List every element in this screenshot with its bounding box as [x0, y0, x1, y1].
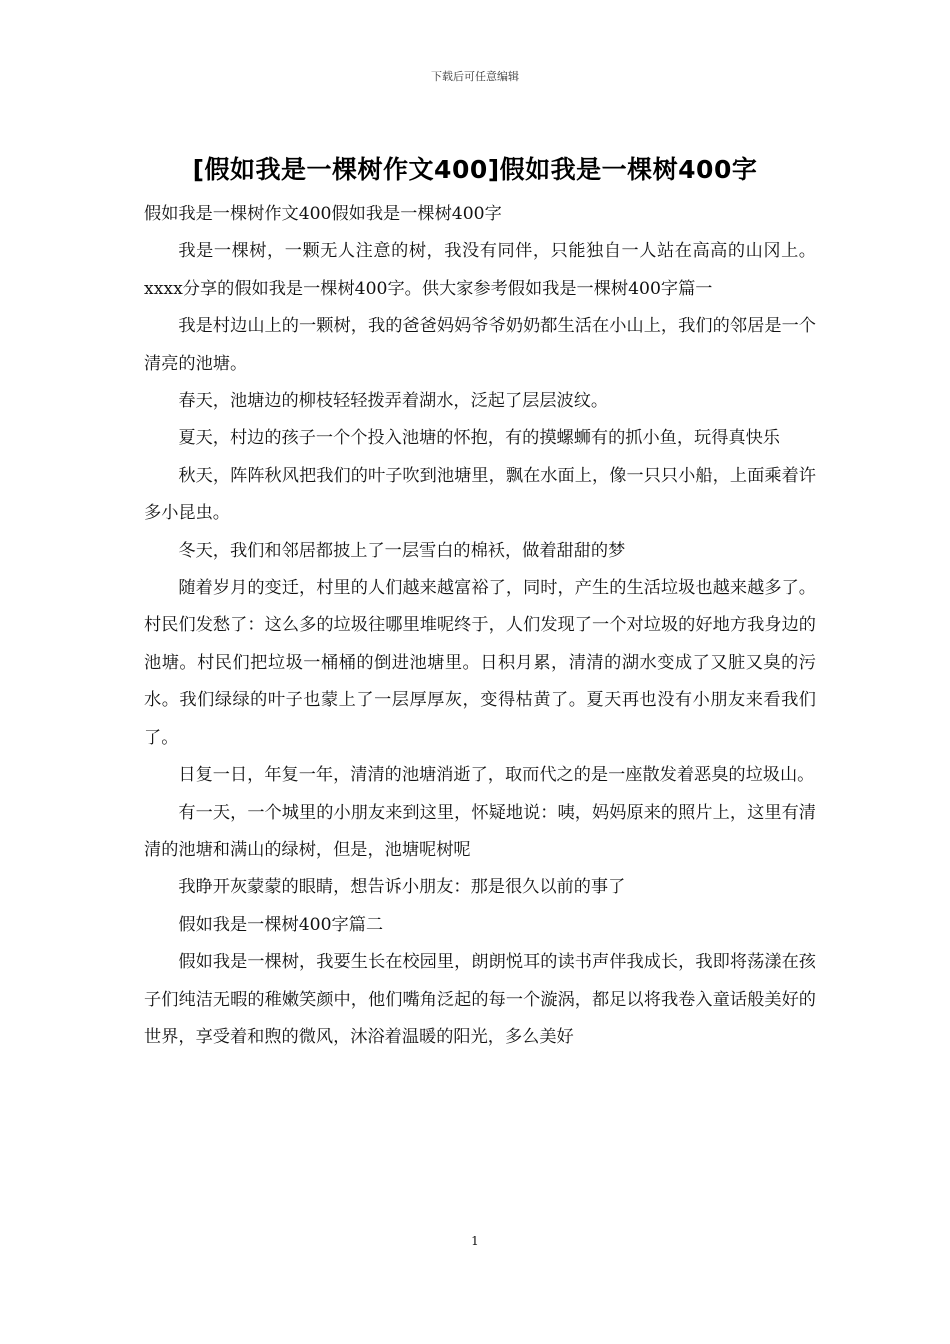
paragraph: 冬天，我们和邻居都披上了一层雪白的棉袄，做着甜甜的梦 [178, 540, 626, 561]
paragraph: 我睁开灰蒙蒙的眼睛，想告诉小朋友：那是很久以前的事了 [178, 877, 626, 898]
paragraph: 有一天，一个城里的小朋友来到这里，怀疑地说：咦，妈妈原来的照片上，这里有清清的池塘和满山的绿树，但是，池塘呢树呢 [144, 802, 816, 860]
paragraph: 秋天，阵阵秋风把我们的叶子吹到池塘里，飘在水面上，像一只只小船，上面乘着许多小昆虫。 [144, 465, 816, 524]
paragraph: 随着岁月的变迁，村里的人们越来越富裕了，同时，产生的生活垃圾也越来越多了。村民们发愁了：这么多的垃圾往哪里堆呢终于，人们发现了一个对垃圾的好地方我身边的池塘。村民们把垃圾一桶桶的倒进池塘里。日积月累，清清的湖水变成了又脏又臭的污水。我们绿绿的叶子也蒙上了一层厚厚灰，变得枯黄了。夏天再也没有小朋友来看我们了。 [144, 578, 816, 748]
section-heading: 假如我是一棵树400字篇二 [178, 914, 384, 935]
page-number: 1 [471, 1234, 479, 1248]
paragraph: 假如我是一棵树，我要生长在校园里，朗朗悦耳的读书声伴我成长，我即将荡漾在孩子们纯洁无暇的稚嫩笑颜中，他们嘴角泛起的每一个漩涡，都足以将我卷入童话般美好的世界，享受着和煦的微风，沐浴着温暖的阳光，多么美好 [144, 952, 816, 1047]
paragraph: 我是村边山上的一颗树，我的爸爸妈妈爷爷奶奶都生活在小山上，我们的邻居是一个清亮的池塘。 [144, 316, 816, 374]
document-title: [假如我是一棵树作文400]假如我是一棵树400字 [192, 155, 758, 184]
document-body [144, 196, 816, 1056]
paragraph: 日复一日，年复一年，清清的池塘消逝了，取而代之的是一座散发着恶臭的垃圾山。 [178, 765, 815, 786]
paragraph: 我是一棵树，一颗无人注意的树，我没有同伴，只能独自一人站在高高的山冈上。xxxx分享的假如我是一棵树400字。供大家参考假如我是一棵树400字篇一 [144, 241, 816, 299]
paragraph: 夏天，村边的孩子一个个投入池塘的怀抱，有的摸螺蛳有的抓小鱼，玩得真快乐 [178, 428, 780, 449]
paragraph-subtitle: 假如我是一棵树作文400假如我是一棵树400字 [144, 204, 502, 224]
paragraph: 春天，池塘边的柳枝轻轻拨弄着湖水，泛起了层层波纹。 [178, 391, 609, 412]
header-note: 下载后可任意编辑 [431, 70, 519, 83]
